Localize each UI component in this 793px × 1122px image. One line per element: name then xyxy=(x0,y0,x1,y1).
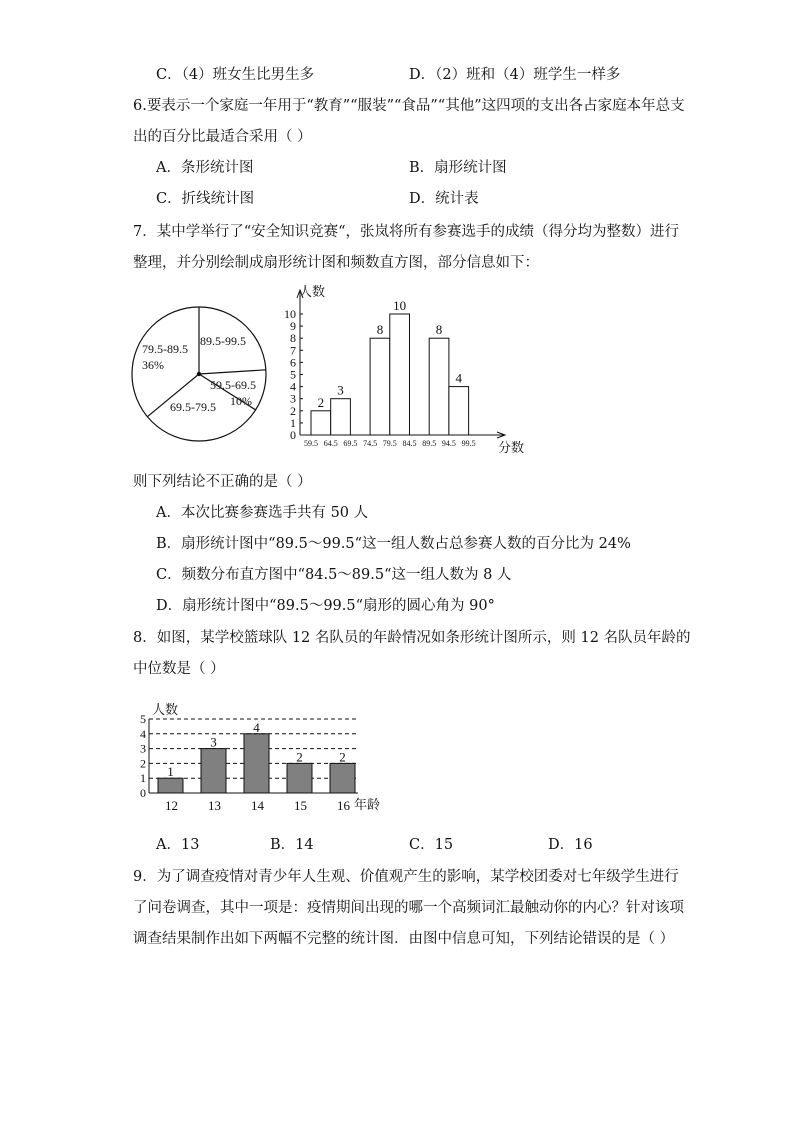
q5-option-c: C．（4）班女生比男生多 xyxy=(156,67,315,83)
q8-bar-chart xyxy=(128,698,393,816)
hist-ytick-label-5: 5 xyxy=(290,367,296,382)
q8-stem-line2: 中位数是（ ） xyxy=(133,661,225,677)
age-xtick-label-14: 14 xyxy=(251,798,264,813)
hist-xtick-label-84.5: 84.5 xyxy=(402,439,417,448)
age-xlabel: 年龄 xyxy=(354,797,381,812)
age-bar-15 xyxy=(287,763,312,793)
pie-percent-59-69: 10% xyxy=(230,394,252,408)
hist-xtick-label-64.5: 64.5 xyxy=(323,439,338,448)
hist-ytick-label-0: 0 xyxy=(290,428,296,442)
age-xtick-label-15: 15 xyxy=(294,798,307,813)
hist-ytick-label-10: 10 xyxy=(284,307,296,321)
age-ytick-label-5: 5 xyxy=(140,712,146,726)
hist-ytick-label-1: 1 xyxy=(290,415,296,430)
q7-option-a: A．本次比赛参赛选手共有 50 人 xyxy=(156,505,369,521)
q7-option-c: C．频数分布直方图中“84.5～89.5“这一组人数为 8 人 xyxy=(156,567,512,583)
age-bar-label-16: 2 xyxy=(339,749,346,765)
hist-bar-59.5-64.5 xyxy=(311,411,331,435)
q9-stem-line1: 9．为了调查疫情对青少年人生观、价值观产生的影响，某学校团委对七年级学生进行 xyxy=(133,869,679,885)
q8-option-d: D．16 xyxy=(548,837,593,853)
age-bar-13 xyxy=(201,749,226,793)
hist-bar-89.5-94.5 xyxy=(429,338,449,435)
hist-ytick-label-4: 4 xyxy=(290,379,296,394)
hist-xlabel: 分数 xyxy=(498,440,525,455)
age-ytick-label-0: 0 xyxy=(140,786,146,800)
q6-stem-line1: 6.要表示一个家庭一年用于“教育”“服装”“食品”“其他”这四项的支出各占家庭本年总支 xyxy=(133,98,685,114)
hist-xtick-label-89.5: 89.5 xyxy=(422,439,437,448)
hist-bar-label-59.5-64.5: 2 xyxy=(317,394,325,410)
hist-ytick-label-3: 3 xyxy=(290,391,296,406)
q7-stem-line1: 7．某中学举行了“安全知识竞赛“，张岚将所有参赛选手的成绩（得分均为整数）进行 xyxy=(133,224,680,240)
pie-boundary-59.5-69.5 xyxy=(199,370,266,374)
histogram-marks xyxy=(284,290,505,448)
hist-bar-label-89.5-94.5: 8 xyxy=(435,322,443,338)
hist-bar-label-94.5-99.5: 4 xyxy=(455,370,462,386)
q8-option-c: C．15 xyxy=(409,837,454,853)
q8-stem-line1: 8．如图，某学校篮球队 12 名队员的年龄情况如条形统计图所示，则 12 名队员年龄的 xyxy=(133,630,691,646)
age-ytick-label-4: 4 xyxy=(140,726,146,741)
q7-histogram xyxy=(280,280,530,455)
hist-bar-label-74.5-79.5: 8 xyxy=(376,322,384,338)
age-ylabel: 人数 xyxy=(152,702,179,717)
q7-stem-line2: 整理，并分别绘制成扇形统计图和频数直方图，部分信息如下： xyxy=(133,255,539,271)
age-xtick-label-13: 13 xyxy=(208,798,221,813)
pie-label-59-69: 59.5-69.5 xyxy=(210,378,256,392)
q7-pie-chart xyxy=(128,303,273,443)
q6-option-c: C．折线统计图 xyxy=(156,191,255,207)
hist-bar-label-64.5-69.5: 3 xyxy=(337,382,344,398)
pie-label-79-89: 79.5-89.5 xyxy=(142,342,188,356)
q6-stem-line2: 出的百分比最适合采用（ ） xyxy=(133,129,312,145)
q9-stem-line2: 了问卷调查，其中一项是：疫情期间出现的哪一个高频词汇最触动你的内心？针对该项 xyxy=(133,900,684,916)
age-ytick-label-2: 2 xyxy=(140,756,146,771)
age-bar-label-12: 1 xyxy=(167,764,174,780)
age-chart-marks xyxy=(140,712,358,813)
hist-xtick-label-59.5: 59.5 xyxy=(304,439,318,448)
age-bar-16 xyxy=(330,763,355,793)
q6-option-d: D．统计表 xyxy=(409,191,479,207)
pie-percent-79-89: 36% xyxy=(142,358,164,372)
hist-ytick-label-6: 6 xyxy=(290,355,296,370)
hist-xtick-label-69.5: 69.5 xyxy=(343,439,358,448)
pie-label-69-79: 69.5-79.5 xyxy=(170,400,216,414)
hist-ytick-label-9: 9 xyxy=(290,319,296,334)
q7-option-b: B．扇形统计图中“89.5～99.5“这一组人数占总参赛人数的百分比为 24% xyxy=(156,536,631,552)
age-xtick-label-16: 16 xyxy=(337,798,350,813)
q6-option-a: A．条形统计图 xyxy=(156,160,254,176)
age-bar-12 xyxy=(158,778,183,793)
q7-question: 则下列结论不正确的是（ ） xyxy=(133,474,312,490)
age-ytick-label-3: 3 xyxy=(140,741,146,756)
hist-ytick-label-2: 2 xyxy=(290,403,296,418)
age-bar-label-15: 2 xyxy=(296,749,303,765)
age-bar-14 xyxy=(244,734,269,793)
hist-bar-79.5-84.5 xyxy=(390,314,410,435)
age-ytick-label-1: 1 xyxy=(140,771,146,786)
q9-stem-line3: 调查结果制作出如下两幅不完整的统计图．由图中信息可知，下列结论错误的是（ ） xyxy=(133,931,675,947)
hist-xtick-label-74.5: 74.5 xyxy=(363,439,378,448)
pie-label-89-99: 89.5-99.5 xyxy=(200,334,246,348)
hist-ytick-label-7: 7 xyxy=(290,343,296,358)
hist-ylabel: 人数 xyxy=(299,284,326,299)
hist-bar-64.5-69.5 xyxy=(331,399,351,435)
q8-option-b: B．14 xyxy=(270,837,314,853)
hist-bar-74.5-79.5 xyxy=(370,338,390,435)
pie-center-dot xyxy=(197,372,201,376)
q6-option-b: B．扇形统计图 xyxy=(409,160,507,176)
q7-option-d: D．扇形统计图中“89.5～99.5“扇形的圆心角为 90° xyxy=(156,598,495,614)
q5-option-d: D．（2）班和（4）班学生一样多 xyxy=(409,67,621,83)
hist-bar-label-79.5-84.5: 10 xyxy=(393,298,407,313)
hist-xtick-label-79.5: 79.5 xyxy=(382,439,397,448)
hist-xtick-label-99.5: 99.5 xyxy=(461,439,476,448)
age-xtick-label-12: 12 xyxy=(165,798,178,813)
age-bar-label-13: 3 xyxy=(210,734,217,750)
age-bar-label-14: 4 xyxy=(253,719,260,735)
hist-bar-94.5-99.5 xyxy=(449,387,469,435)
q8-option-a: A．13 xyxy=(156,837,200,853)
pie-slices xyxy=(132,307,266,441)
hist-ytick-label-8: 8 xyxy=(290,331,296,346)
hist-xtick-label-94.5: 94.5 xyxy=(441,439,456,448)
